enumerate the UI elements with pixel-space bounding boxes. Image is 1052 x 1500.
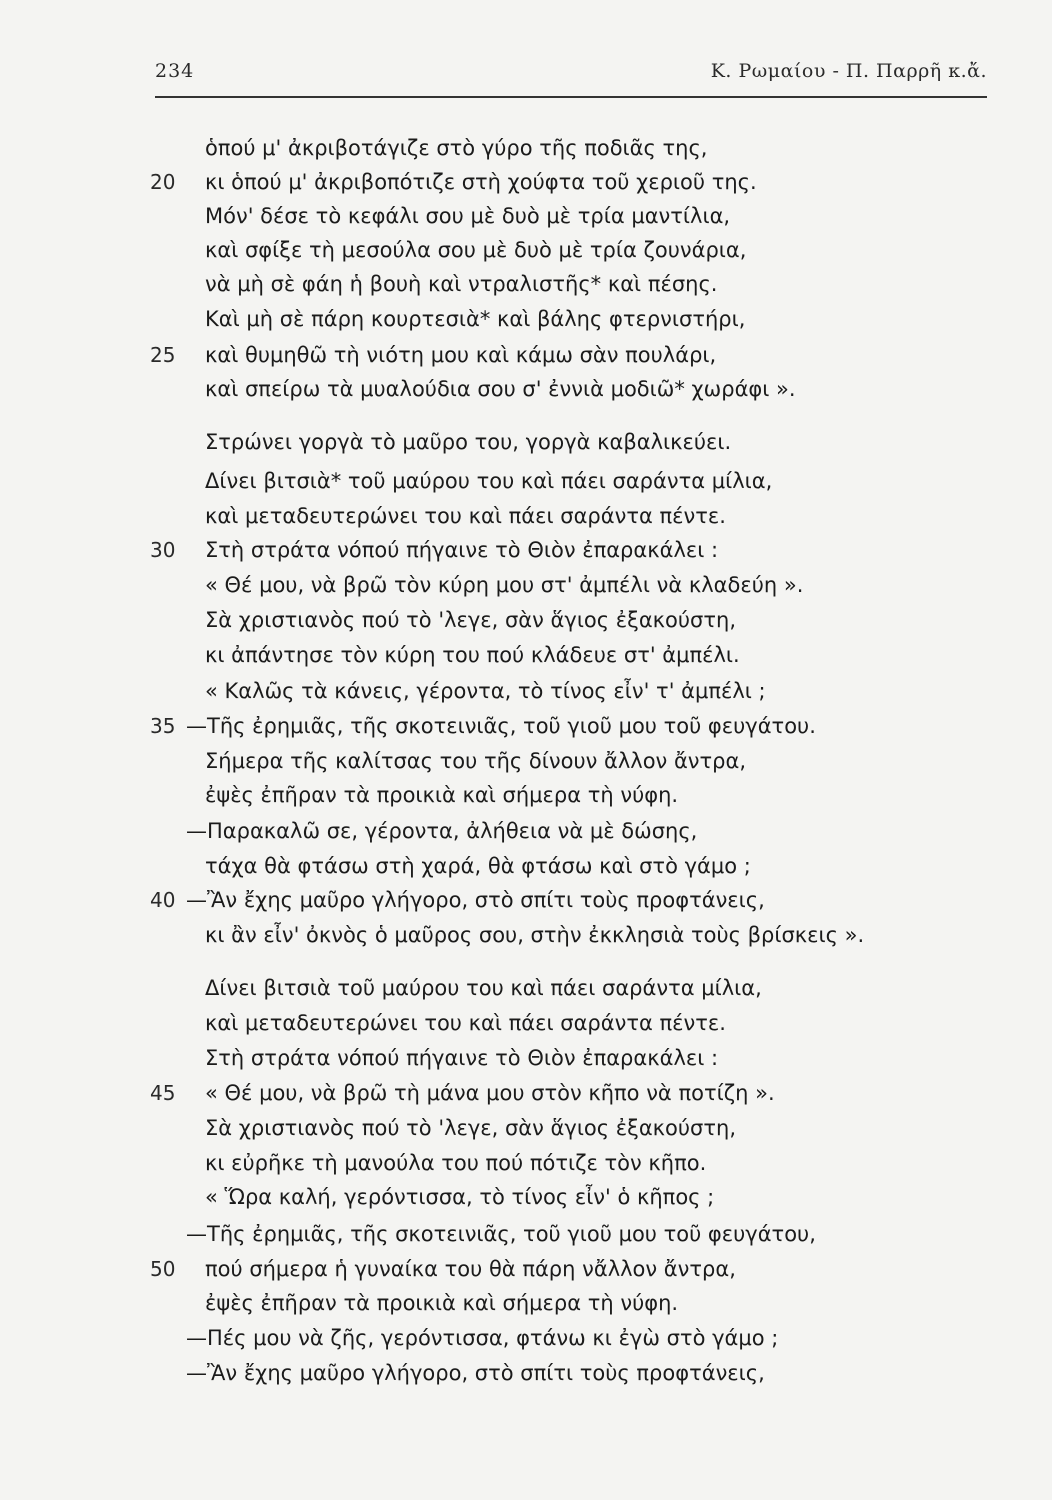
line-number: 40: [150, 888, 176, 912]
verse-text: τάχα θὰ φτάσω στὴ χαρά, θὰ φτάσω καὶ στὸ γάμο ;: [205, 854, 751, 878]
verse-text: κι ὁπού μ' ἀκριβοπότιζε στὴ χούφτα τοῦ χεριοῦ της.: [205, 170, 757, 194]
verse-text: Δίνει βιτσιὰ* τοῦ μαύρου του καὶ πάει σαράντα μίλια,: [205, 469, 773, 493]
verse-text: Καὶ μὴ σὲ πάρη κουρτεσιὰ* καὶ βάλης φτερνιστήρι,: [205, 307, 746, 331]
page-number: 234: [155, 60, 195, 82]
verse-text: ἐψὲς ἐπῆραν τὰ προικιὰ καὶ σήμερα τὴ νύφη.: [205, 1291, 679, 1315]
verse-text: καὶ μεταδευτερώνει του καὶ πάει σαράντα πέντε.: [205, 1011, 726, 1035]
verse-line: [0, 709, 1052, 743]
verse-text: Στρώνει γοργὰ τὸ μαῦρο του, γοργὰ καβαλικεύει.: [205, 430, 732, 454]
verse-text: Δίνει βιτσιὰ τοῦ μαύρου του καὶ πάει σαράντα μίλια,: [205, 976, 762, 1000]
verse-line: [0, 1356, 1052, 1390]
verse-line: [0, 638, 1052, 672]
verse-text: « Καλῶς τὰ κάνεις, γέροντα, τὸ τίνος εἶν' τ' ἀμπέλι ;: [205, 679, 766, 703]
running-head: Κ. Ρωμαίου - Π. Παρρῆ κ.ἄ.: [710, 60, 987, 82]
verse-line: [0, 603, 1052, 637]
verse-text: —Ἂν ἔχης μαῦρο γλήγορο, στὸ σπίτι τοὺς προφτάνεις,: [186, 1361, 765, 1385]
verse-text: Σήμερα τῆς καλίτσας του τῆς δίνουν ἄλλον ἄντρα,: [205, 749, 747, 773]
verse-line: [0, 302, 1052, 336]
verse-line: [0, 338, 1052, 372]
verse-text: —Τῆς ἐρημιᾶς, τῆς σκοτεινιᾶς, τοῦ γιοῦ μου τοῦ φευγάτου,: [186, 1222, 816, 1246]
verse-text: « Θέ μου, νὰ βρῶ τὴ μάνα μου στὸν κῆπο νὰ ποτίζη ».: [205, 1081, 775, 1105]
verse-line: [0, 883, 1052, 917]
verse-line: [0, 1006, 1052, 1040]
verse-line: [0, 1217, 1052, 1251]
verse-line: [0, 674, 1052, 708]
verse-text: —Πές μου νὰ ζῆς, γερόντισσα, φτάνω κι ἐγὼ στὸ γάμο ;: [186, 1326, 779, 1350]
verse-line: [0, 199, 1052, 233]
verse-text: ἐψὲς ἐπῆραν τὰ προικιὰ καὶ σήμερα τὴ νύφη.: [205, 783, 679, 807]
verse-text: « Θέ μου, νὰ βρῶ τὸν κύρη μου στ' ἀμπέλι νὰ κλαδεύη ».: [205, 573, 804, 597]
verse-line: [0, 1111, 1052, 1145]
verse-line: [0, 971, 1052, 1005]
verse-line: [0, 233, 1052, 267]
verse-line: [0, 744, 1052, 778]
verse-text: καὶ μεταδευτερώνει του καὶ πάει σαράντα πέντε.: [205, 504, 726, 528]
verse-line: [0, 778, 1052, 812]
verse-line: [0, 814, 1052, 848]
verse-line: [0, 849, 1052, 883]
verse-line: [0, 568, 1052, 602]
verse-text: νὰ μὴ σὲ φάη ἡ βουὴ καὶ ντραλιστῆς* καὶ πέσης.: [205, 272, 718, 296]
verse-text: Σὰ χριστιανὸς πού τὸ 'λεγε, σὰν ἅγιος ἐξακούστη,: [205, 608, 736, 632]
verse-text: κι εὐρῆκε τὴ μανούλα του πού πότιζε τὸν κῆπο.: [205, 1151, 707, 1175]
verse-text: Στὴ στράτα νόπού πήγαινε τὸ Θιὸν ἐπαρακάλει :: [205, 1046, 719, 1070]
verse-line: [0, 372, 1052, 406]
verse-line: [0, 267, 1052, 301]
verse-text: Στὴ στράτα νόπού πήγαινε τὸ Θιὸν ἐπαρακάλει :: [205, 538, 719, 562]
verse-text: κι ἀπάντησε τὸν κύρη του πού κλάδευε στ' ἀμπέλι.: [205, 643, 740, 667]
verse-line: [0, 425, 1052, 459]
line-number: 30: [150, 538, 176, 562]
verse-line: [0, 1286, 1052, 1320]
verse-text: —Τῆς ἐρημιᾶς, τῆς σκοτεινιᾶς, τοῦ γιοῦ μου τοῦ φευγάτου.: [186, 714, 816, 738]
verse-line: [0, 499, 1052, 533]
verse-line: [0, 1252, 1052, 1286]
verse-text: κι ἂν εἶν' ὀκνὸς ὁ μαῦρος σου, στὴν ἐκκλησιὰ τοὺς βρίσκεις ».: [205, 923, 865, 947]
verse-line: [0, 464, 1052, 498]
verse-text: καὶ σπείρω τὰ μυαλούδια σου σ' ἐννιὰ μοδιῶ* χωράφι ».: [205, 377, 796, 401]
header-rule: [155, 96, 987, 98]
line-number: 20: [150, 170, 176, 194]
verse-text: καὶ σφίξε τὴ μεσούλα σου μὲ δυὸ μὲ τρία ζουνάρια,: [205, 238, 747, 262]
verse-line: [0, 1076, 1052, 1110]
verse-line: [0, 918, 1052, 952]
verse-line: [0, 131, 1052, 165]
line-number: 45: [150, 1081, 176, 1105]
verse-line: [0, 1146, 1052, 1180]
verse-text: ὁπού μ' ἀκριβοτάγιζε στὸ γύρο τῆς ποδιᾶς της,: [205, 136, 708, 160]
verse-text: καὶ θυμηθῶ τὴ νιότη μου καὶ κάμω σὰν πουλάρι,: [205, 343, 717, 367]
verse-text: « Ὥρα καλή, γερόντισσα, τὸ τίνος εἶν' ὁ κῆπος ;: [205, 1185, 715, 1209]
verse-line: [0, 165, 1052, 199]
verse-text: —Παρακαλῶ σε, γέροντα, ἀλήθεια νὰ μὲ δώσης,: [186, 819, 698, 843]
page-header: [155, 60, 987, 92]
verse-text: Σὰ χριστιανὸς πού τὸ 'λεγε, σὰν ἅγιος ἐξακούστη,: [205, 1116, 736, 1140]
verse-text: Μόν' δέσε τὸ κεφάλι σου μὲ δυὸ μὲ τρία μαντίλια,: [205, 204, 731, 228]
verse-line: [0, 1180, 1052, 1214]
line-number: 50: [150, 1257, 176, 1281]
verse-text: πού σήμερα ἡ γυναίκα του θὰ πάρη νἄλλον ἄντρα,: [205, 1257, 736, 1281]
verse-line: [0, 533, 1052, 567]
verse-line: [0, 1041, 1052, 1075]
line-number: 35: [150, 714, 176, 738]
verse-line: [0, 1321, 1052, 1355]
verse-text: —Ἂν ἔχης μαῦρο γλήγορο, στὸ σπίτι τοὺς προφτάνεις,: [186, 888, 765, 912]
line-number: 25: [150, 343, 176, 367]
